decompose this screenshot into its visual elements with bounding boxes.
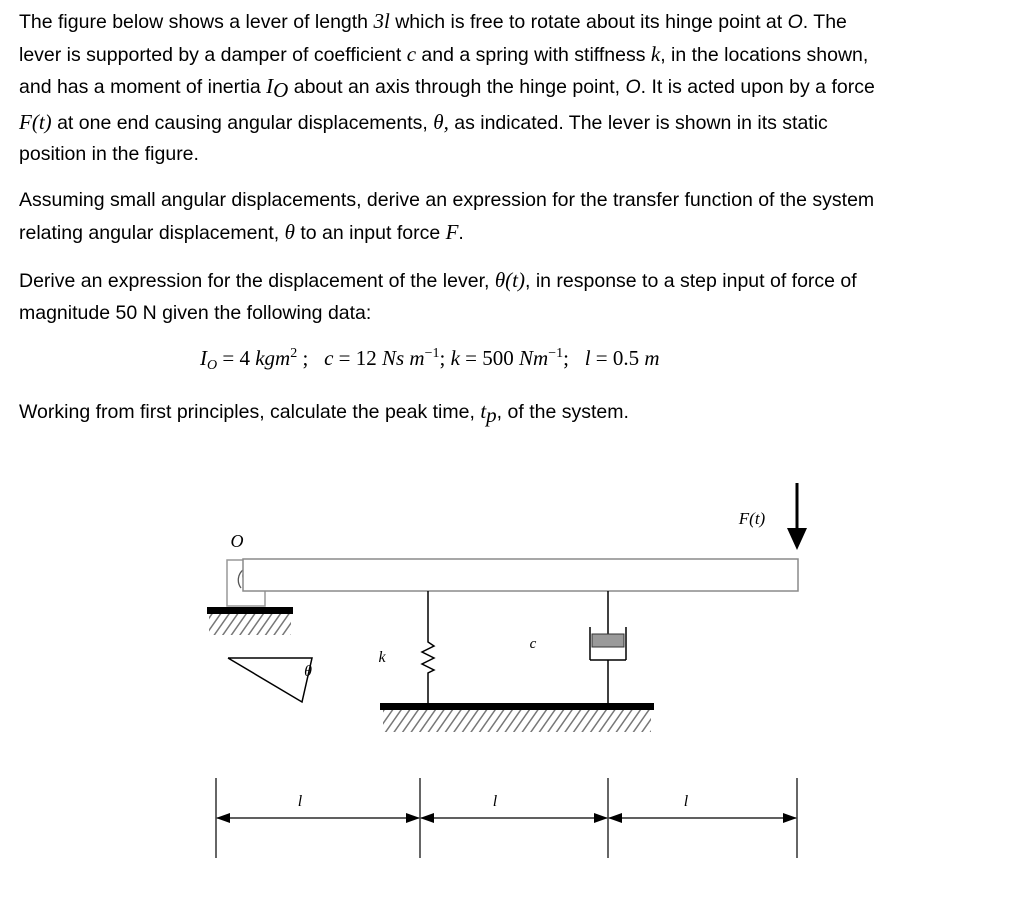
eq-unit: m — [644, 346, 660, 370]
text: which is free to rotate about its hinge point at — [389, 11, 788, 33]
text: about an axis through the hinge point, — [288, 76, 626, 98]
spring — [422, 591, 434, 703]
text: . The — [802, 11, 847, 33]
theta-angle — [228, 658, 312, 702]
math-t: t — [480, 399, 487, 423]
eq-I: I — [200, 346, 207, 370]
eq-unit: Ns m — [381, 346, 425, 370]
math-theta: θ — [284, 219, 295, 244]
text: . It is acted upon by a force — [640, 76, 875, 98]
eq-pow: −1 — [424, 346, 440, 361]
dim-label-3: l — [683, 793, 689, 810]
eq-pow: −1 — [548, 346, 564, 361]
eq-l: l — [584, 346, 591, 370]
label-k: k — [378, 649, 386, 666]
eq-text: = 4 — [217, 346, 256, 370]
lever-beam — [243, 559, 798, 591]
p3-line-2: magnitude 50 N given the following data: — [19, 301, 372, 324]
eq-text: = 0.5 — [590, 346, 645, 370]
math-k: k — [650, 41, 661, 66]
label-O: O — [230, 531, 244, 551]
p2-line-1: Assuming small angular displacements, derive an expression for the transfer function of the system — [19, 189, 875, 211]
hinge-label-inline: O — [787, 11, 803, 33]
p1-line-5: position in the figure. — [19, 143, 199, 165]
main-ground-hatch — [383, 710, 651, 732]
hinge-ground-hatch — [209, 614, 291, 635]
math-I-sub: O — [273, 78, 289, 102]
math-3l: 3l — [373, 9, 390, 33]
text: Working from first principles, calculate the peak time, — [19, 401, 481, 423]
hinge-ground — [207, 607, 293, 614]
text: The figure below shows a lever of length — [19, 11, 374, 33]
math-Ft: F(t) — [19, 109, 52, 134]
main-ground — [380, 703, 654, 732]
text: , in response to a step input of force of — [524, 270, 857, 292]
dimensions — [216, 778, 797, 858]
math-F: F — [445, 219, 459, 244]
text: to an input force — [294, 221, 446, 244]
eq-unit: kgm — [255, 346, 291, 370]
dim-label-2: l — [492, 793, 498, 810]
label-c: c — [529, 636, 537, 652]
main-ground-line — [380, 703, 654, 710]
text: and has a moment of inertia — [19, 76, 267, 98]
dim-label-1: l — [297, 793, 303, 810]
eq-sep: ; — [439, 346, 451, 370]
eq-pow: 2 — [290, 346, 298, 361]
text: , of the system. — [496, 401, 629, 423]
math-theta-t: θ(t) — [494, 268, 525, 292]
eq-sep: ; — [297, 346, 325, 370]
text: relating angular displacement, — [19, 221, 285, 244]
eq-sep: ; — [563, 346, 585, 370]
force-arrow — [787, 483, 807, 550]
text: and a spring with stiffness — [416, 43, 651, 66]
label-F: F(t) — [738, 509, 766, 528]
text: as indicated. The lever is shown in its static — [448, 111, 828, 134]
text: at one end causing angular displacements, — [51, 111, 434, 134]
eq-c: c — [324, 346, 334, 370]
text: Derive an expression for the displacement of the lever, — [19, 270, 495, 292]
eq-k: k — [450, 346, 460, 370]
text: , in the locations shown, — [660, 43, 869, 66]
damper — [590, 591, 626, 703]
math-theta: θ, — [433, 109, 449, 134]
eq-I-sub: O — [207, 358, 218, 373]
math-t-sub: p — [486, 403, 497, 427]
text: . — [458, 221, 464, 244]
eq-text: = 12 — [333, 346, 382, 370]
label-theta: θ — [304, 663, 312, 680]
text: lever is supported by a damper of coefficient — [19, 43, 407, 66]
eq-text: = 500 — [459, 346, 520, 370]
eq-unit: Nm — [519, 346, 549, 370]
math-c: c — [406, 41, 417, 66]
hinge-label-inline: O — [625, 76, 641, 98]
math-I: I — [266, 74, 274, 98]
